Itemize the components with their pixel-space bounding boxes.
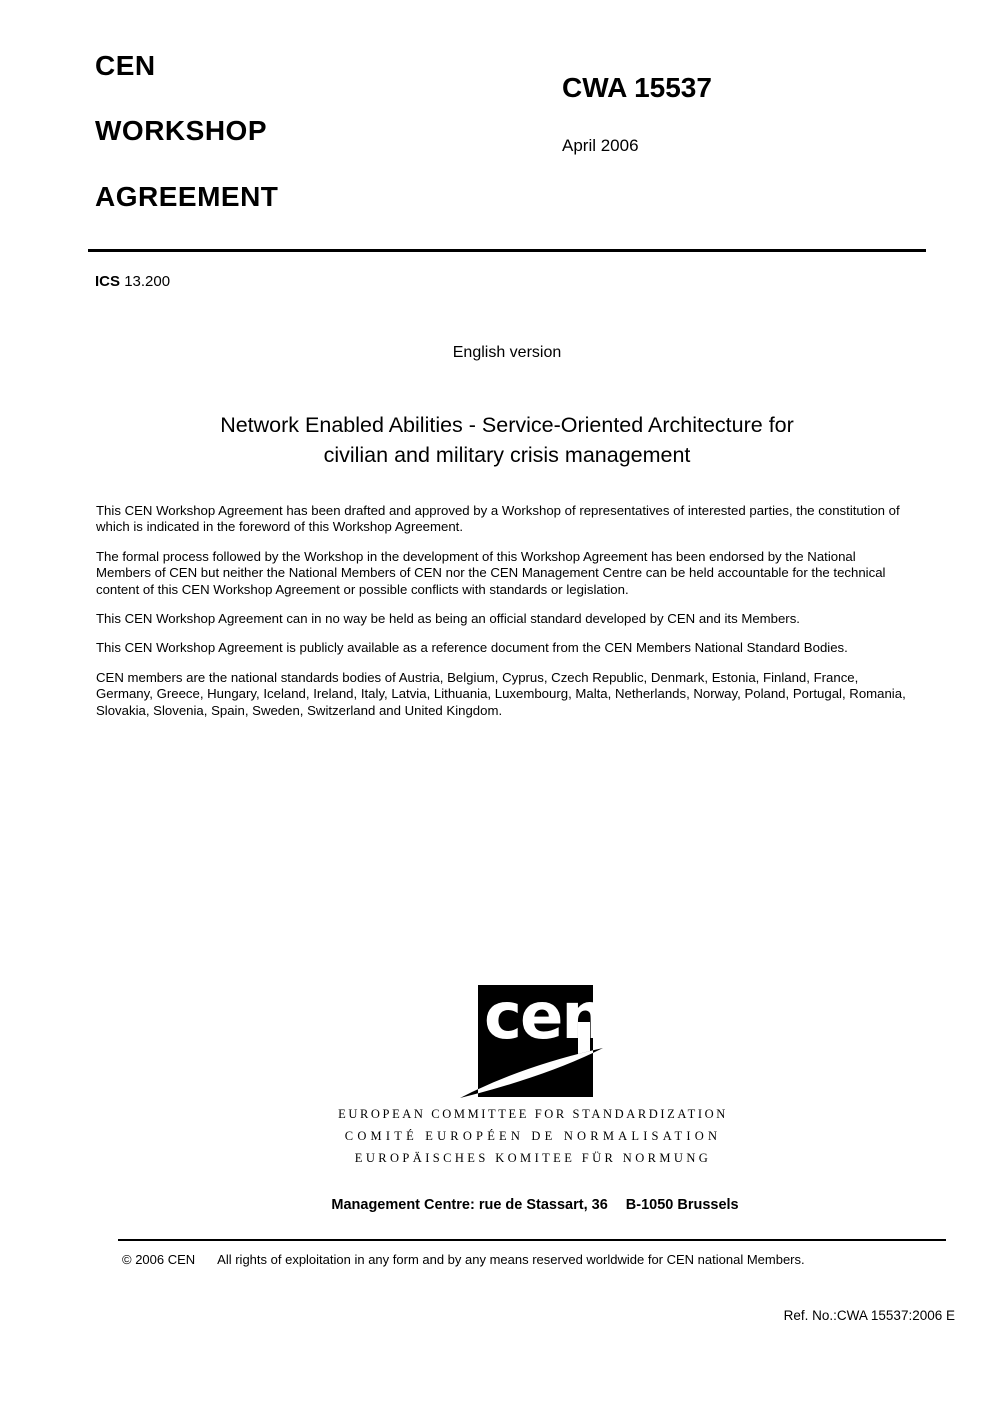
copyright-line xyxy=(122,1252,805,1267)
paragraph-drafting: This CEN Workshop Agreement has been drafted and approved by a Workshop of representatives of interested parties, the constitution of which is indicated in the foreword of this Workshop Agreement. xyxy=(96,503,900,535)
reference-number: Ref. No.:CWA 15537:2006 E xyxy=(783,1308,955,1323)
cen-logo-icon xyxy=(450,980,615,1105)
preamble-paragraphs xyxy=(96,503,936,732)
org-name-line-1: CEN xyxy=(95,50,156,81)
paragraph-member-countries: CEN members are the national standards bodies of Austria, Belgium, Cyprus, Czech Republic, Denmark, Estonia, Finland, France, Germany, Greece, Hungary, Iceland, Ireland, Italy, Latvia, Lithuania, Luxembourg, Malta, Netherlands, Norway, Poland, Portugal, Romania, Slovakia, Slovenia, Spain, Sweden, Switzerland and United Kingdom. xyxy=(96,669,906,718)
document-number: CWA 15537 xyxy=(562,72,712,103)
ics-code xyxy=(95,273,170,290)
committee-names xyxy=(74,1103,992,1169)
ics-value: 13.200 xyxy=(124,273,171,290)
ics-label: ICS xyxy=(95,273,121,290)
committee-name-german: EUROPÄISCHES KOMITEE FÜR NORMUNG xyxy=(354,1151,712,1165)
document-title: Network Enabled Abilities - Service-Oriented Architecture for civilian and military crisis management xyxy=(220,413,794,467)
rights-statement: All rights of exploitation in any form and by any means reserved worldwide for CEN national Members. xyxy=(217,1252,805,1267)
management-centre-street: Management Centre: rue de Stassart, 36 xyxy=(331,1197,608,1213)
footer-divider-rule xyxy=(118,1239,946,1241)
management-centre-city: B-1050 Brussels xyxy=(625,1197,739,1213)
paragraph-not-official-standard: This CEN Workshop Agreement can in no way be held as being an official standard developed by CEN and its Members. xyxy=(96,611,800,627)
language-version-label: English version xyxy=(452,344,562,361)
document-date: April 2006 xyxy=(562,136,639,155)
paragraph-formal-process: The formal process followed by the Workshop in the development of this Workshop Agreement has been endorsed by the National Members of CEN but neither the National Members of CEN nor the CEN Management Centre can be held accountable for the technical content of this CEN Workshop Agreement or possible conflicts with standards or legislation. xyxy=(96,548,886,597)
cen-logo-text: cen xyxy=(484,980,605,1054)
paragraph-public-availability: This CEN Workshop Agreement is publicly available as a reference document from the CEN Members National Standard Bodies. xyxy=(96,640,848,656)
management-centre-address xyxy=(78,1197,992,1213)
masthead-divider-rule xyxy=(88,249,926,252)
org-name-line-2: WORKSHOP xyxy=(95,115,267,146)
org-name-line-3: AGREEMENT xyxy=(95,181,279,212)
committee-name-english: EUROPEAN COMMITTEE FOR STANDARDIZATION xyxy=(338,1107,728,1121)
copyright-notice: © 2006 CEN xyxy=(122,1252,196,1267)
committee-name-french: COMITÉ EUROPÉEN DE NORMALISATION xyxy=(344,1129,722,1143)
